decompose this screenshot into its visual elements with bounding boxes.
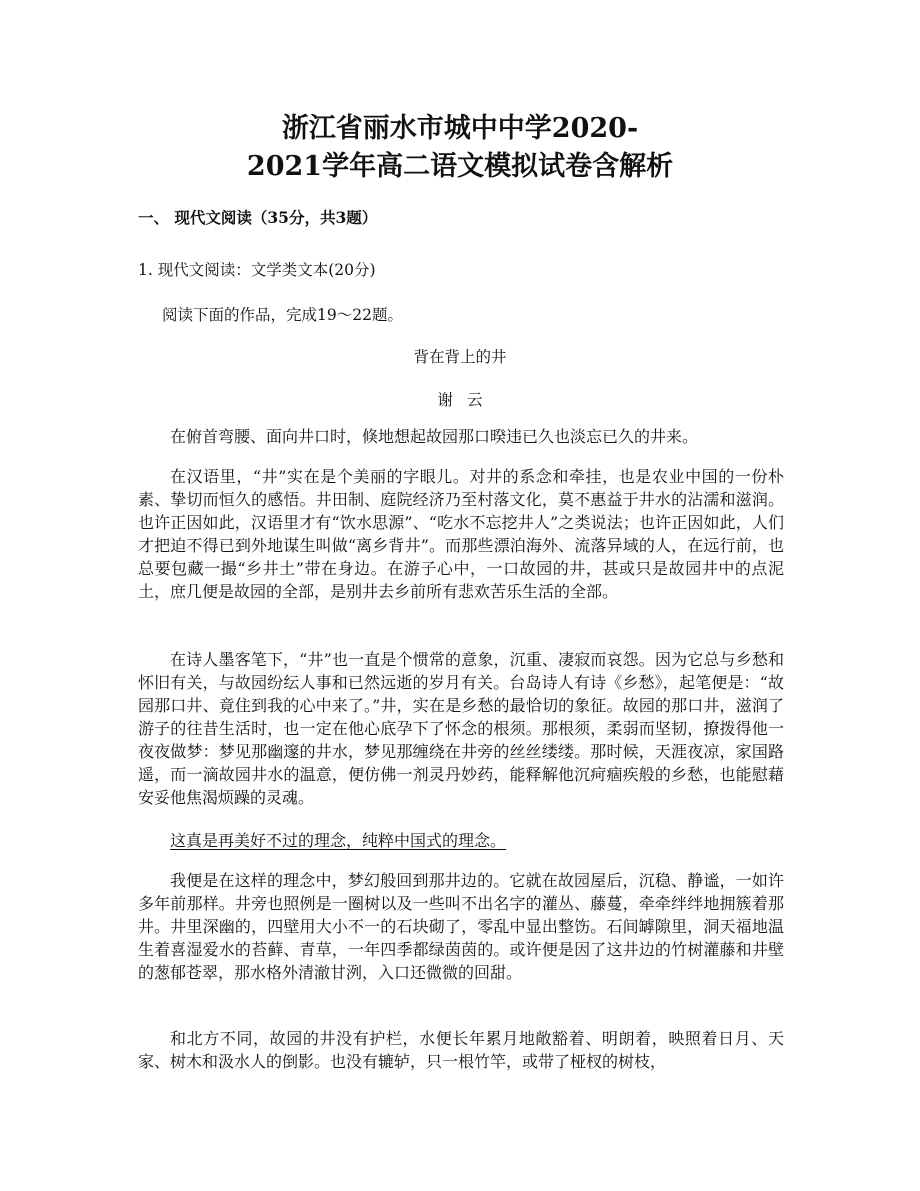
underlined-sentence: 这真是再美好不过的理念，纯粹中国式的理念。 [170, 831, 507, 850]
question-heading: 1. 现代文阅读：文学类文本(20分) [138, 261, 376, 279]
paragraph-6: 和北方不同，故园的井没有护栏，水便长年累月地敞豁着、明朗着，映照着日月、天家、树木和汲水人的倒影。也没有辘轳，只一根竹竿，或带了桠杈的树枝， [138, 1029, 784, 1071]
paragraph-3: 在诗人墨客笔下，“井”也一直是个惯常的意象，沉重、凄寂而哀怨。因为它总与乡愁和怀旧有关，与故园纷纭人事和已然远逝的岁月有关。台岛诗人有诗《乡愁》，起笔便是：“故园那口井、竟住到我的心中来了。”井，实在是乡愁的最恰切的象征。故园的那口井，滋润了游子的往昔生活时，也一定在他心底孕下了怀念的根须。那根须，柔弱而坚韧，撩拨得他一夜夜做梦：梦见那幽邃的井水，梦见那缠绕在井旁的丝丝缕缕。那时候，天涯夜凉，家国路遥，而一滴故园井水的温意，便仿佛一剂灵丹妙药，能释解他沉疴痼疾般的乡愁，也能慰藉安妥他焦渴烦躁的灵魂。 [138, 650, 784, 807]
article-title: 背在背上的井 [413, 348, 507, 366]
section-heading: 一、 现代文阅读（35分，共3题） [138, 208, 378, 227]
article-author: 谢云 [437, 391, 497, 409]
paragraph-5: 我便是在这样的理念中，梦幻般回到那井边的。它就在故园屋后，沉稳、静谧，一如许多年前那样。井旁也照例是一圈树以及一些叫不出名字的灌丛、藤蔓，牵牵绊绊地拥簇着那井。井里深幽的，四壁用大小不一的石块砌了，零乱中显出整饬。石间罅隙里，洞天福地温生着喜湿爱水的苔藓、青草，一年四季都绿茵茵的。或许便是因了这井边的竹树灌藤和井壁的葱郁苍翠，那水格外清澈甘洌，入口还微微的回甜。 [138, 871, 784, 982]
reading-instruction: 阅读下面的作品，完成19～22题。 [162, 306, 403, 324]
document-title-line-1: 浙江省丽水市城中中学2020- [281, 113, 639, 144]
paragraph-4 [138, 829, 784, 852]
document-title-line-2: 2021学年高二语文模拟试卷含解析 [246, 151, 674, 182]
paragraph-1: 在俯首弯腰、面向井口时，倏地想起故园那口暌违已久也淡忘已久的井来。 [170, 427, 699, 446]
paragraph-2: 在汉语里，“井”实在是个美丽的字眼儿。对井的系念和牵挂，也是农业中国的一份朴素、挚切而恒久的感悟。井田制、庭院经济乃至村落文化，莫不惠益于井水的沾濡和滋润。也许正因如此，汉语里才有“饮水思源”、“吃水不忘挖井人”之类说法；也许正因如此，人们才把迫不得已到外地谋生叫做“离乡背井”。而那些漂泊海外、流落异域的人，在远行前，也总要包藏一撮“乡井土”带在身边。在游子心中，一口故园的井，甚或只是故园井中的点泥土，庶几便是故园的全部，是别井去乡前所有悲欢苦乐生活的全部。 [138, 467, 784, 601]
